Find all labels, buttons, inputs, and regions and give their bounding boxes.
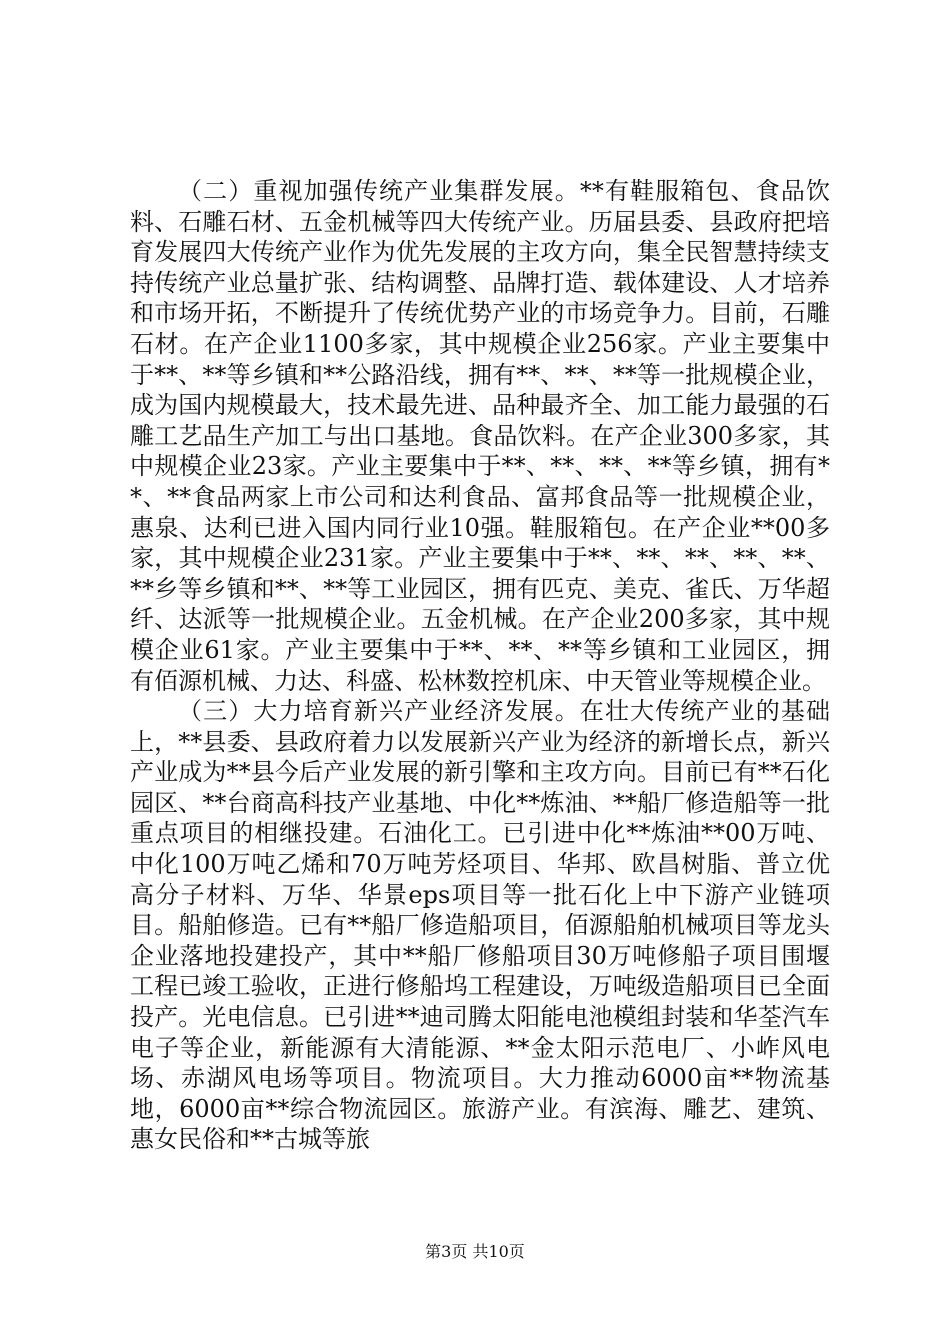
document-body bbox=[130, 176, 830, 1155]
page-number: 第3页 共10页 bbox=[425, 1242, 525, 1261]
paragraph-traditional-industry: （二）重视加强传统产业集群发展。**有鞋服箱包、食品饮料、石雕石材、五金机械等四大传统产业。历届县委、县政府把培育发展四大传统产业作为优先发展的主攻方向，集全民智慧持续支持传统产业总量扩张、结构调整、品牌打造、载体建设、人才培养和市场开拓，不断提升了传统优势产业的市场竞争力。目前，石雕石材。在产企业1100多家，其中规模企业256家。产业主要集中于**、**等乡镇和**公路沿线，拥有**、**、**等一批规模企业，成为国内规模最大，技术最先进、品种最齐全、加工能力最强的石雕工艺品生产加工与出口基地。食品饮料。在产企业300多家，其中规模企业23家。产业主要集中于**、**、**、**等乡镇，拥有**、**食品两家上市公司和达利食品、富邦食品等一批规模企业，惠泉、达利已进入国内同行业10强。鞋服箱包。在产企业**00多家，其中规模企业231家。产业主要集中于**、**、**、**、**、**乡等乡镇和**、**等工业园区，拥有匹克、美克、雀氏、万华超纤、达派等一批规模企业。五金机械。在产企业200多家，其中规模企业61家。产业主要集中于**、**、**等乡镇和工业园区，拥有佰源机械、力达、科盛、松林数控机床、中天管业等规模企业。 bbox=[130, 177, 830, 695]
paragraph-emerging-industry: （三）大力培育新兴产业经济发展。在壮大传统产业的基础上，**县委、县政府着力以发展新兴产业为经济的新增长点，新兴产业成为**县今后产业发展的新引擎和主攻方向。目前已有**石化园区、**台商高科技产业基地、中化**炼油、**船厂修造船等一批重点项目的相继投建。石油化工。已引进中化**炼油**00万吨、中化100万吨乙烯和70万吨芳烃项目、华邦、欧昌树脂、普立优高分子材料、万华、华景eps项目等一批石化上中下游产业链项目。船舶修造。已有**船厂修造船项目，佰源船舶机械项目等龙头企业落地投建投产，其中**船厂修船项目30万吨修船子项目围堰工程已竣工验收，正进行修船坞工程建设，万吨级造船项目已全面投产。光电信息。已引进**迪司腾太阳能电池模组封装和华荃汽车电子等企业，新能源有大清能源、**金太阳示范电厂、小岞风电场、赤湖风电场等项目。物流项目。大力推动6000亩**物流基地，6000亩**综合物流园区。旅游产业。有滨海、雕艺、建筑、惠女民俗和**古城等旅 bbox=[130, 697, 830, 1154]
page-footer bbox=[0, 1242, 950, 1262]
